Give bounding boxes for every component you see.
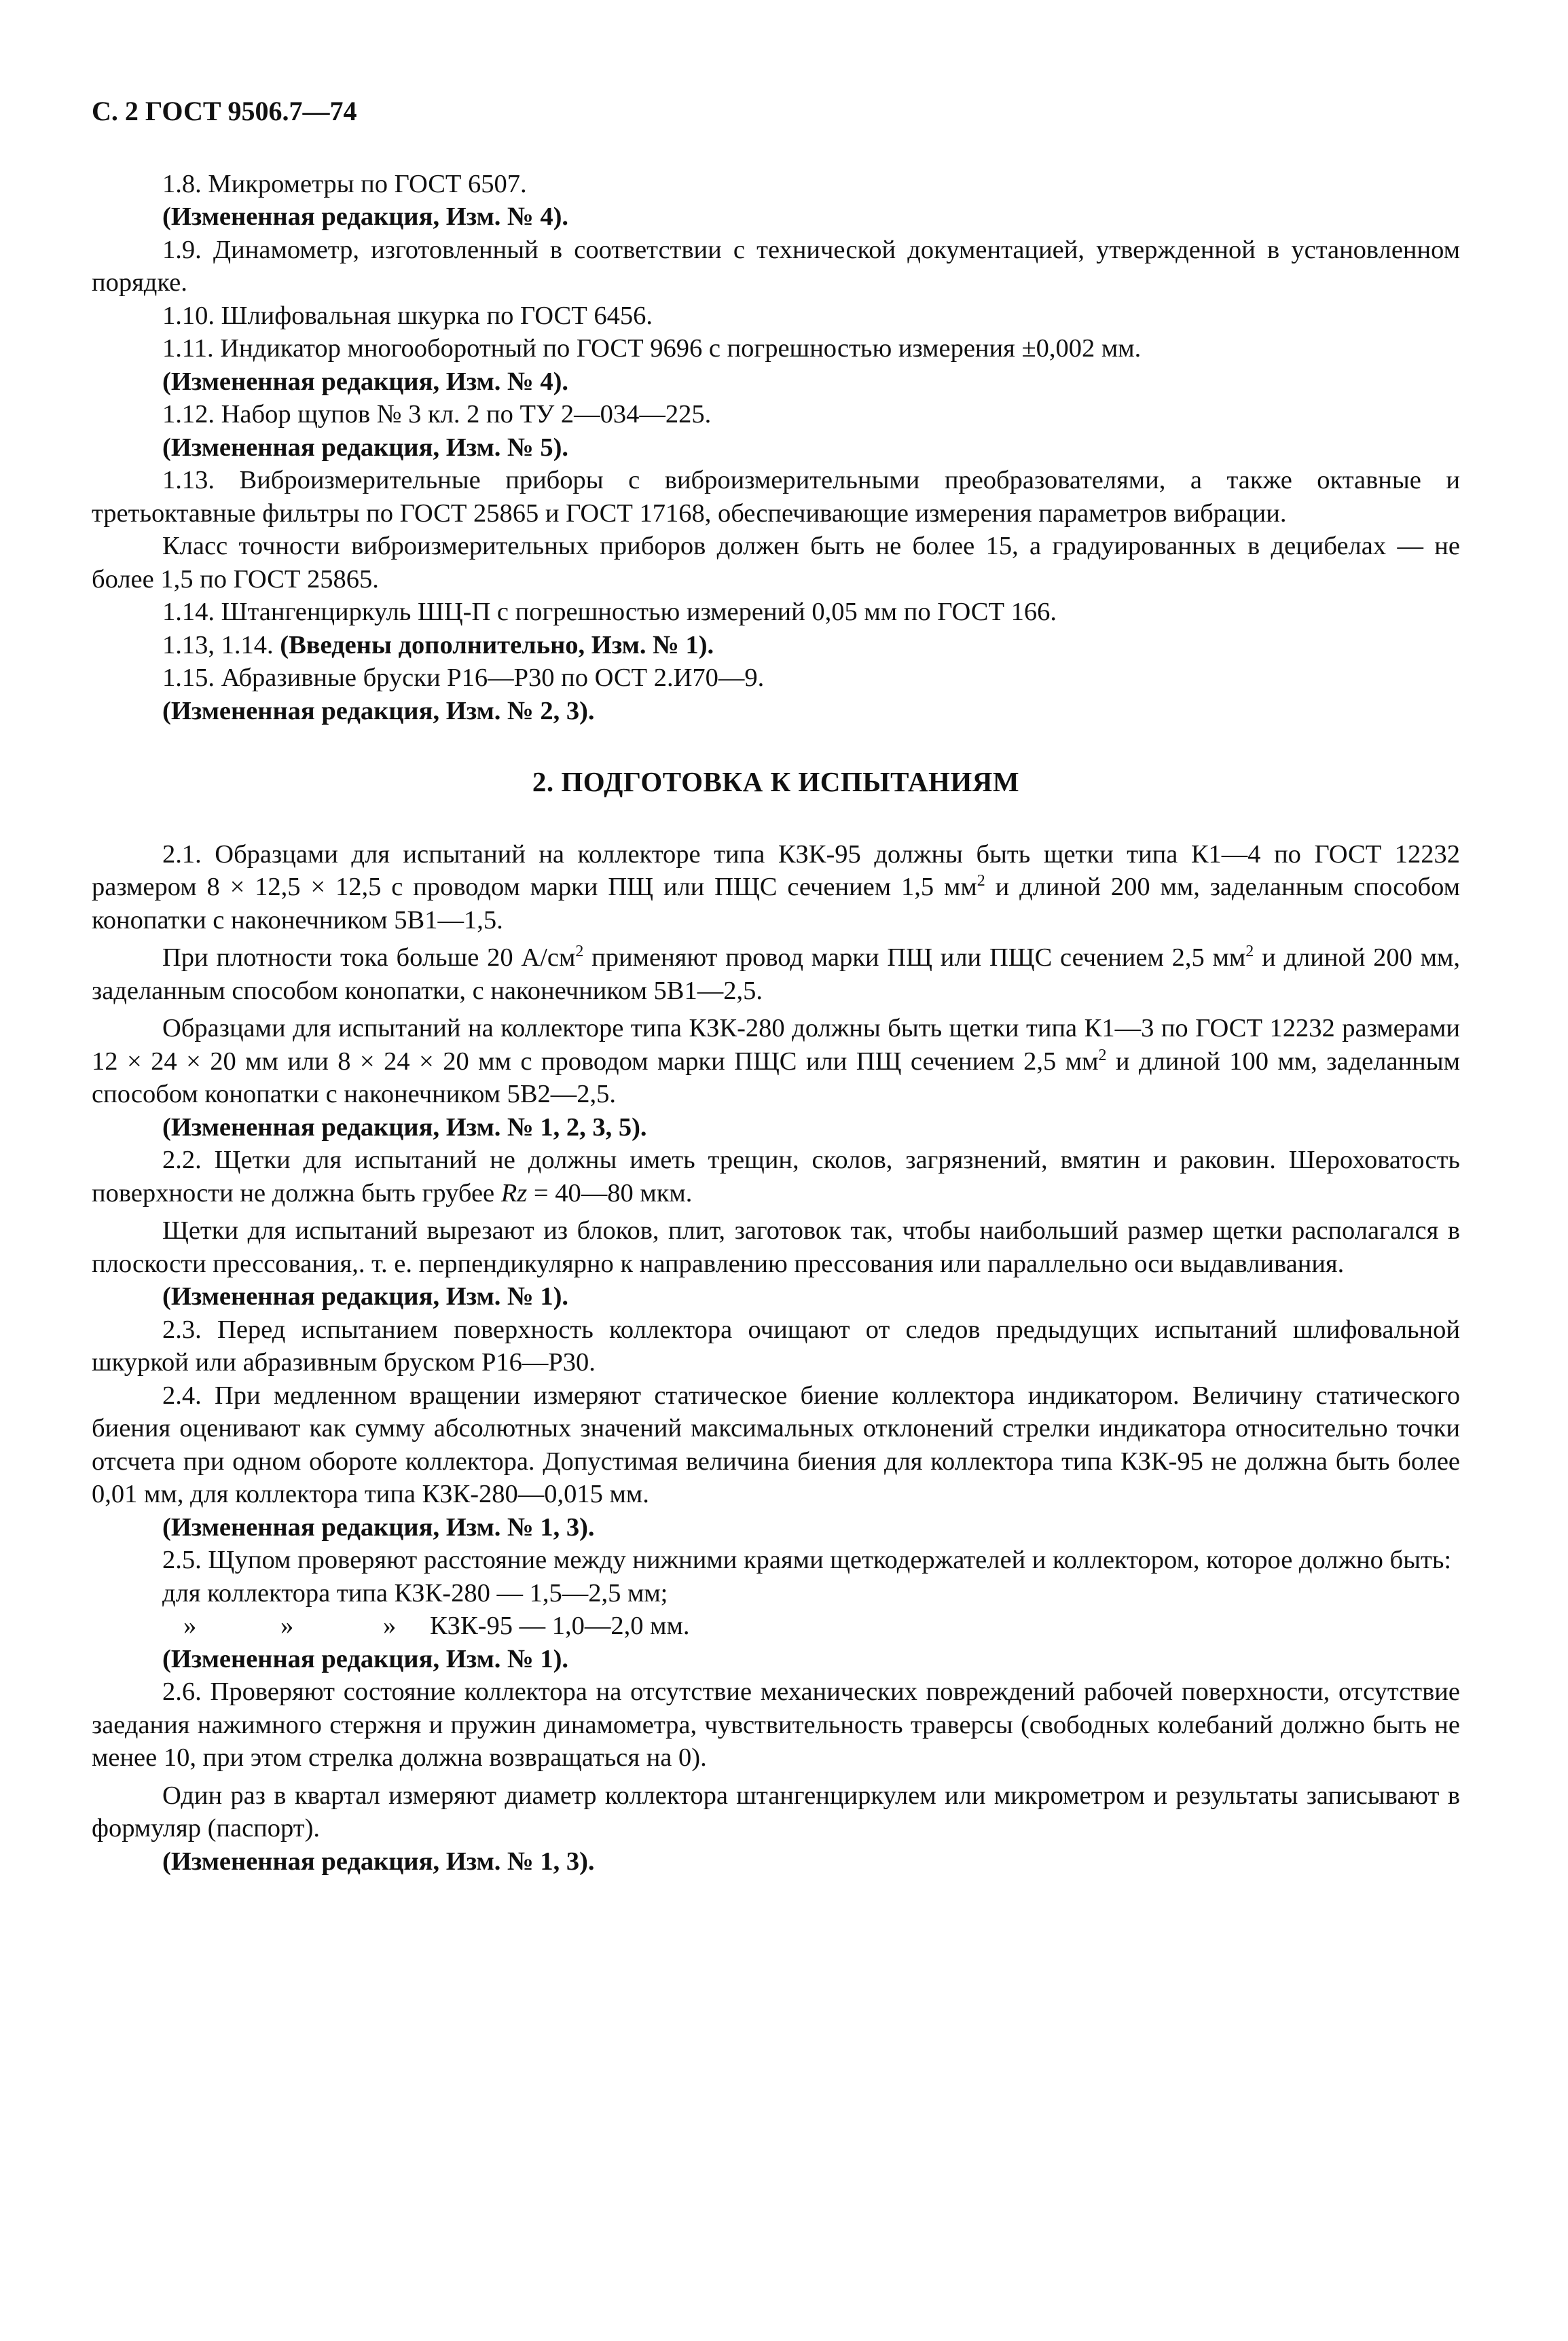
clause-1-12: 1.12. Набор щупов № 3 кл. 2 по ТУ 2—034—225. (162, 400, 712, 429)
edit-note: (Измененная редакция, Изм. № 1, 2, 3, 5). (162, 1112, 647, 1142)
clause-2-6-quarterly: Один раз в квартал измеряют диаметр коллектора штангенциркулем или микрометром и результаты записывают в формуляр (паспорт). (92, 1781, 1460, 1843)
edit-note: (Измененная редакция, Изм. № 5). (162, 433, 569, 462)
text: Образцами для испытаний на коллекторе типа КЗК-280 должны быть щетки типа К1—3 по ГОСТ 12232 размерами 12 × 24 × 20 мм или 8 × 24 × 20 мм с проводом марки ПЩС или ПЩ сечением 2,5 мм (92, 1014, 1460, 1076)
clause-2-2 (92, 1144, 1460, 1210)
superscript: 2 (1245, 943, 1254, 961)
clause-2-4: 2.4. При медленном вращении измеряют статическое биение коллектора индикатором. Величину статического биения оценивают как сумму абсолютных значений максимальных отклонений стрелки индикатора относительно точки отсчета при одном обороте коллектора. Допустимая величина биения для коллектора типа КЗК-95 не должна быть более 0,01 мм, для коллектора типа КЗК-280—0,015 мм. (92, 1381, 1460, 1508)
rz-symbol: Rz (500, 1178, 528, 1208)
clause-1-13-class: Класс точности виброизмерительных приборов должен быть не более 15, а градуированных в децибелах — не более 1,5 по ГОСТ 25865. (92, 532, 1460, 594)
clause-1-11: 1.11. Индикатор многооборотный по ГОСТ 9696 с погрешностью измерения ±0,002 мм. (162, 334, 1142, 363)
clause-1-13: 1.13. Виброизмерительные приборы с виброизмерительными преобразователями, а также октавные и третьоктавные фильтры по ГОСТ 25865 и ГОСТ 17168, обеспечивающие измерения параметров вибрации. (92, 466, 1460, 528)
text: и длиной 100 мм, заделанным способом конопатки с наконечником 5В2—2,5. (92, 1047, 1461, 1108)
clause-2-5-line2 (92, 1610, 1460, 1643)
clause-2-5: 2.5. Щупом проверяют расстояние между нижними краями щеткодержателей и коллектором, которое должно быть: (162, 1546, 1452, 1574)
text: КЗК-95 — 1,0—2,0 мм. (430, 1612, 690, 1640)
clause-1-13-14-note (92, 629, 1460, 662)
text: и длиной 200 мм, заделанным способом конопатки, с наконечником 5В1—2,5. (92, 943, 1460, 1005)
edit-note: (Измененная редакция, Изм. № 4). (162, 202, 569, 231)
note-bold: (Введены дополнительно, Изм. № 1). (280, 630, 714, 659)
clause-2-1 (92, 838, 1460, 937)
clause-2-1-current (92, 941, 1460, 1007)
clause-1-9: 1.9. Динамометр, изготовленный в соответствии с технической документацией, утвержденной в установленном порядке. (92, 235, 1460, 297)
text: 2.2. Щетки для испытаний не должны иметь трещин, сколов, загрязнений, вмятин и раковин. Шероховатость поверхности не должна быть грубее (92, 1146, 1460, 1208)
text: и длиной 200 мм, заделанным способом конопатки с наконечником 5В1—1,5. (92, 873, 1460, 934)
ditto-mark: » (183, 1612, 197, 1640)
clause-1-10: 1.10. Шлифовальная шкурка по ГОСТ 6456. (162, 301, 653, 330)
superscript: 2 (1098, 1046, 1107, 1064)
clause-1-14: 1.14. Штангенциркуль ШЦ-П с погрешностью измерений 0,05 мм по ГОСТ 166. (162, 598, 1057, 626)
clause-2-3: 2.3. Перед испытанием поверхность коллектора очищают от следов предыдущих испытаний шлифовальной шкуркой или абразивным бруском Р16—Р30. (92, 1315, 1460, 1377)
ditto-mark: » (280, 1612, 294, 1640)
clause-2-2-cutting: Щетки для испытаний вырезают из блоков, плит, заготовок так, чтобы наибольший размер щетки располагался в плоскости прессования,. т. е. перпендикулярно к направлению прессования или параллельно оси выдавливания. (92, 1216, 1460, 1278)
text: 2.1. Образцами для испытаний на коллекторе типа КЗК-95 должны быть щетки типа К1—4 по ГОСТ 12232 размером 8 × 12,5 × 12,5 с проводом марки ПЩ или ПЩС сечением 1,5 мм (92, 839, 1460, 901)
edit-note: (Измененная редакция, Изм. № 4). (162, 367, 569, 396)
clause-1-15: 1.15. Абразивные бруски Р16—Р30 по ОСТ 2.И70—9. (162, 664, 765, 692)
edit-note: (Измененная редакция, Изм. № 1, 3). (162, 1847, 595, 1876)
superscript: 2 (575, 943, 584, 961)
clause-2-1-kzk280 (92, 1012, 1460, 1111)
superscript: 2 (977, 872, 985, 890)
edit-note: (Измененная редакция, Изм. № 2, 3). (162, 696, 595, 725)
edit-note: (Измененная редакция, Изм. № 1, 3). (162, 1512, 595, 1542)
text: = 40—80 мкм. (527, 1178, 693, 1208)
running-head: С. 2 ГОСТ 9506.7—74 (92, 96, 357, 126)
clause-2-6: 2.6. Проверяют состояние коллектора на отсутствие механических повреждений рабочей поверхности, отсутствие заедания нажимного стержня и пружин динамометра, чувствительность траверсы (свободных колебаний должно быть не менее 10, при этом стрелка должна возвращаться на 0). (92, 1677, 1460, 1772)
ditto-mark: » (383, 1612, 397, 1640)
section-2-title: 2. ПОДГОТОВКА К ИСПЫТАНИЯМ (532, 766, 1020, 797)
note-prefix: 1.13, 1.14. (162, 630, 280, 659)
text: применяют провод марки ПЩ или ПЩС сечением 2,5 мм (583, 943, 1246, 972)
clause-1-8: 1.8. Микрометры по ГОСТ 6507. (162, 169, 527, 198)
clause-2-5-line1: для коллектора типа КЗК-280 — 1,5—2,5 мм; (162, 1578, 668, 1608)
text: При плотности тока больше 20 А/см (162, 943, 576, 972)
edit-note: (Измененная редакция, Изм. № 1). (162, 1644, 569, 1673)
document-page (92, 95, 1460, 1878)
edit-note: (Измененная редакция, Изм. № 1). (162, 1282, 569, 1311)
